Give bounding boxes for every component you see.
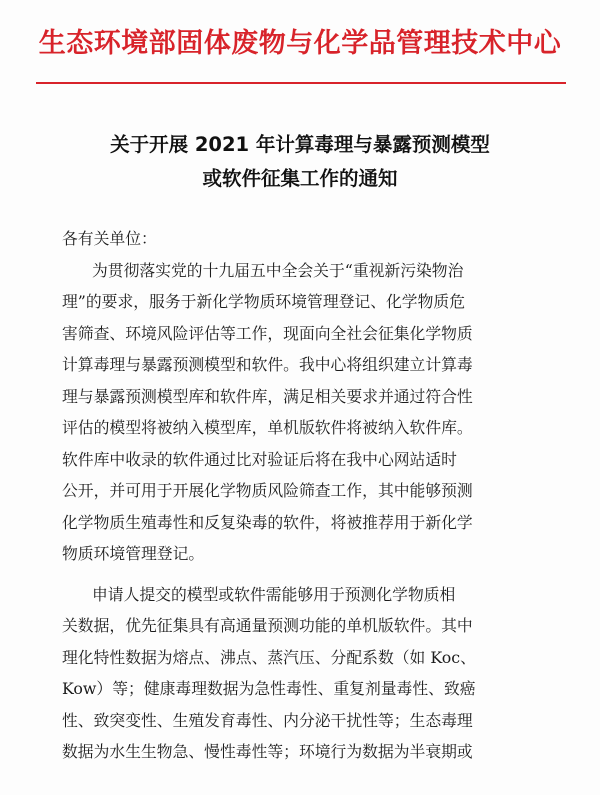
paragraph-line: 为贯彻落实党的十九届五中全会关于“重视新污染物治 (92, 260, 464, 280)
organization-name: 生态环境部固体废物与化学品管理技术中心 (38, 28, 562, 59)
paragraph-line: 理与暴露预测模型库和软件库，满足相关要求并通过符合性 (62, 386, 473, 406)
title-line-1: 关于开展 2021 年计算毒理与暴露预测模型 (110, 133, 490, 156)
header-red-rule (36, 82, 566, 84)
paragraph-gap (62, 570, 540, 579)
paragraph-line: 害筛查、环境风险评估等工作，现面向全社会征集化学物质 (62, 323, 473, 343)
paragraph-line: 化学物质生殖毒性和反复染毒的软件，将被推荐用于新化学 (62, 512, 473, 532)
paragraph-line: 关数据，优先征集具有高通量预测功能的单机版软件。其中 (62, 616, 473, 635)
paragraph-line: 公开，并可用于开展化学物质风险筛查工作，其中能够预测 (62, 481, 473, 500)
paragraph-line: 理”的要求，服务于新化学物质环境管理登记、化学物质危 (62, 292, 465, 311)
document-body (62, 223, 540, 768)
paragraph-2 (62, 579, 540, 768)
paragraph-line: 性、致突变性、生殖发育毒性、内分泌干扰性等；生态毒理 (62, 710, 473, 730)
paragraph-line: Kow）等；健康毒理数据为急性毒性、重复剂量毒性、致癌 (62, 679, 476, 698)
paragraph-line: 数据为水生生物急、慢性毒性等；环境行为数据为半衰期或 (62, 742, 473, 761)
paragraph-line: 计算毒理与暴露预测模型和软件。我中心将组织建立计算毒 (62, 355, 473, 374)
title-line-2: 或软件征集工作的通知 (202, 167, 398, 190)
paragraph-line: 理化特性数据为熔点、沸点、蒸汽压、分配系数（如 Koc、 (62, 647, 476, 667)
salutation: 各有关单位： (62, 229, 157, 248)
document-title (0, 128, 600, 196)
paragraph-line: 评估的模型将被纳入模型库，单机版软件将被纳入软件库。 (62, 418, 473, 437)
paragraph-line: 申请人提交的模型或软件需能够用于预测化学物质相 (92, 584, 456, 604)
organization-header (0, 22, 600, 66)
paragraph-line: 物质环境管理登记。 (62, 544, 205, 563)
paragraph-1 (62, 255, 540, 570)
paragraph-line: 软件库中收录的软件通过比对验证后将在我中心网站适时 (62, 449, 457, 469)
